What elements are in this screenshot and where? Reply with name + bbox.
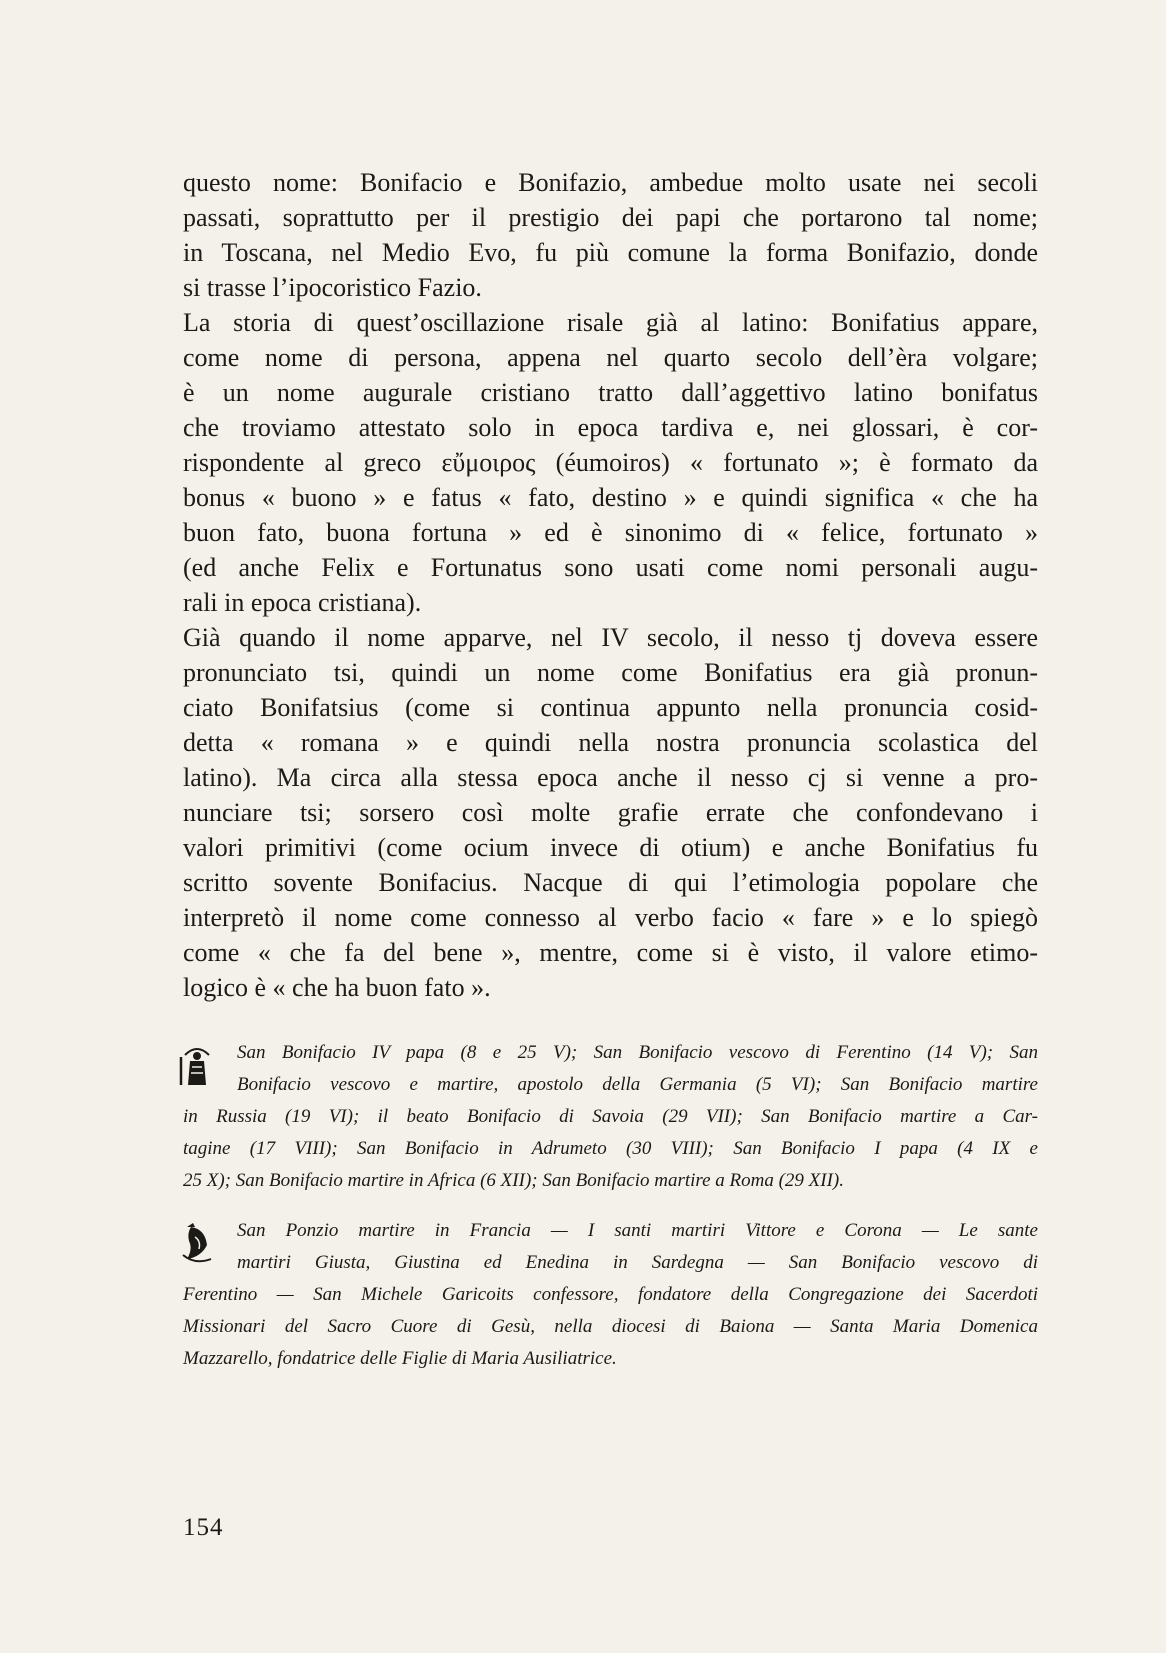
body-line: pronunciato tsi, quindi un nome come Bonifatius era già pronun- — [183, 658, 1038, 687]
body-line: è un nome augurale cristiano tratto dall’aggettivo latino bonifatus — [183, 378, 1038, 407]
body-line: passati, soprattutto per il prestigio dei papi che portarono tal nome; — [183, 203, 1038, 232]
body-line: che troviamo attestato solo in epoca tardiva e, nei glossari, è cor- — [183, 413, 1038, 442]
note-line: 25 X); San Bonifacio martire in Africa (6 XII); San Bonifacio martire a Roma (29 XII). — [183, 1170, 845, 1191]
body-line: latino). Ma circa alla stessa epoca anche il nesso cj si venne a pro- — [183, 763, 1038, 792]
body-line: rispondente al greco εὔμοιρος (éumoiros) « fortunato »; è formato da — [183, 448, 1038, 477]
body-line: come « che fa del bene », mentre, come si è visto, il valore etimo- — [183, 938, 1038, 967]
body-line: in Toscana, nel Medio Evo, fu più comune la forma Bonifazio, donde — [183, 238, 1038, 267]
body-line: buon fato, buona fortuna » ed è sinonimo di « felice, fortunato » — [183, 518, 1038, 547]
body-line: bonus « buono » e fatus « fato, destino » e quindi significa « che ha — [183, 483, 1038, 512]
note-line: Missionari del Sacro Cuore di Gesù, nella diocesi di Baiona — Santa Maria Domenica — [183, 1316, 1038, 1337]
body-line: scritto sovente Bonifacius. Nacque di qui l’etimologia popolare che — [183, 868, 1038, 897]
feast-note — [183, 1215, 1038, 1375]
note-line: San Bonifacio IV papa (8 e 25 V); San Bonifacio vescovo di Ferentino (14 V); San — [237, 1042, 1038, 1063]
body-line: (ed anche Felix e Fortunatus sono usati come nomi personali augu- — [183, 553, 1038, 582]
body-line: valori primitivi (come ocium invece di otium) e anche Bonifatius fu — [183, 833, 1038, 862]
page-number: 154 — [183, 1514, 224, 1541]
note-line: Bonifacio vescovo e martire, apostolo della Germania (5 VI); San Bonifacio martire — [237, 1074, 1038, 1095]
body-line: ciato Bonifatsius (come si continua appunto nella pronuncia cosid- — [183, 693, 1038, 722]
body-line: come nome di persona, appena nel quarto secolo dell’èra volgare; — [183, 343, 1038, 372]
body-line: logico è « che ha buon fato ». — [183, 973, 491, 1002]
body-text — [183, 165, 1038, 1005]
body-line: nunciare tsi; sorsero così molte grafie errate che confondevano i — [183, 798, 1038, 827]
note-line: in Russia (19 VI); il beato Bonifacio di Savoia (29 VII); San Bonifacio martire a Car- — [183, 1106, 1038, 1127]
notes-section — [183, 1037, 1038, 1393]
body-line: questo nome: Bonifacio e Bonifazio, ambedue molto usate nei secoli — [183, 168, 1038, 197]
body-line: interpretò il nome come connesso al verbo facio « fare » e lo spiegò — [183, 903, 1038, 932]
note-line: martiri Giusta, Giustina ed Enedina in Sardegna — San Bonifacio vescovo di — [237, 1252, 1038, 1273]
body-line: detta « romana » e quindi nella nostra pronuncia scolastica del — [183, 728, 1038, 757]
body-line: La storia di quest’oscillazione risale già al latino: Bonifatius appare, — [183, 308, 1038, 337]
note-line: Mazzarello, fondatrice delle Figlie di Maria Ausiliatrice. — [183, 1348, 617, 1369]
body-line: Già quando il nome apparve, nel IV secolo, il nesso tj doveva essere — [183, 623, 1038, 652]
body-line: rali in epoca cristiana). — [183, 588, 422, 617]
bird-icon — [177, 1219, 217, 1265]
note-line: Ferentino — San Michele Garicoits confessore, fondatore della Congregazione dei Sacerdoti — [183, 1284, 1038, 1305]
note-line: San Ponzio martire in Francia — I santi martiri Vittore e Corona — Le sante — [237, 1220, 1038, 1241]
saints-note — [183, 1037, 1038, 1197]
note-line: tagine (17 VIII); San Bonifacio in Adrumeto (30 VIII); San Bonifacio I papa (4 IX e — [183, 1138, 1038, 1159]
body-line: si trasse l’ipocoristico Fazio. — [183, 273, 482, 302]
saint-figure-icon — [177, 1041, 217, 1087]
